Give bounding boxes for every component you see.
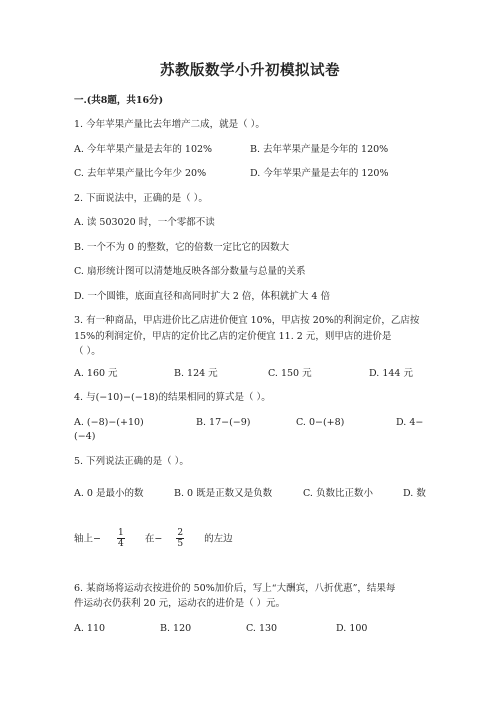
question-4-option-d: D. 4− — [396, 417, 424, 428]
question-1-text: 1. 今年苹果产量比去年增产二成，就是（ ）。 — [74, 119, 265, 130]
question-1-option-b: B. 去年苹果产量是今年的 120% — [250, 144, 389, 155]
question-3-line-3: （ ）。 — [74, 346, 101, 357]
question-2-option-a: A. 读 503020 时，一个零都不读 — [74, 217, 215, 228]
fraction-one-quarter — [117, 528, 125, 550]
question-6-option-a: A. 110 — [74, 623, 106, 634]
page-title: 苏教版数学小升初模拟试卷 — [160, 62, 340, 79]
question-3-line-2: 15%的利润定价，甲店的定价比乙店的定价便宜 11. 2 元，则甲店的进价是 — [74, 331, 392, 342]
question-5-option-a: A. 0 是最小的数 — [74, 488, 144, 499]
question-4-option-a: A. (−8)−(+10) — [74, 417, 144, 428]
question-4-option-c: C. 0−(+8) — [296, 417, 345, 428]
question-1-option-a: A. 今年苹果产量是去年的 102% — [74, 144, 213, 155]
question-4-text: 4. 与(−10)−(−18)的结果相同的算式是（ ）。 — [74, 392, 271, 403]
question-3-line-1: 3. 有一种商品，甲店进价比乙店进价便宜 10%，甲店按 20%的利润定价，乙店按 — [74, 315, 420, 326]
question-1-option-c: C. 去年苹果产量比今年少 20% — [74, 168, 207, 179]
question-1-option-d: D. 今年苹果产量是去年的 120% — [250, 168, 389, 179]
question-4-option-b: B. 17−(−9) — [196, 417, 251, 428]
question-6-line-2: 件运动衣仍获利 20 元，运动衣的进价是（ ）元。 — [74, 598, 286, 609]
fraction-two-fifths — [176, 528, 184, 550]
option-d-prefix: 轴上− — [74, 533, 101, 545]
question-6-option-d: D. 100 — [336, 623, 368, 634]
question-2-option-b: B. 一个不为 0 的整数，它的倍数一定比它的因数大 — [74, 242, 290, 253]
question-5-option-c: C. 负数比正数小 — [303, 488, 373, 499]
question-5-option-b: B. 0 既是正数又是负数 — [174, 488, 273, 499]
fraction-denominator: 4 — [118, 539, 124, 550]
question-2-option-d: D. 一个圆锥，底面直径和高同时扩大 2 倍，体积就扩大 4 倍 — [74, 291, 330, 302]
question-2-option-c: C. 扇形统计图可以清楚地反映各部分数量与总量的关系 — [74, 266, 306, 277]
question-2-text: 2. 下面说法中，正确的是（ ）。 — [74, 193, 208, 204]
question-6-option-b: B. 120 — [160, 623, 192, 634]
question-3-option-a: A. 160 元 — [74, 368, 118, 379]
fraction-numerator: 1 — [118, 528, 124, 538]
option-d-suffix: 的左边 — [204, 533, 233, 545]
question-6-line-1: 6. 某商场将运动衣按进价的 50%加价后，写上“大酬宾，八折优惠”，结果每 — [74, 583, 396, 594]
question-3-option-d: D. 144 元 — [369, 368, 413, 379]
question-5-text: 5. 下列说法正确的是（ ）。 — [74, 456, 189, 467]
question-5-option-d: D. 数 — [403, 488, 426, 499]
question-5-option-d-continued — [74, 528, 233, 550]
question-4-option-d-continued: (−4) — [74, 431, 96, 442]
fraction-denominator: 5 — [177, 539, 184, 550]
section-heading: 一.(共8题，共16分) — [74, 95, 164, 106]
question-3-option-c: C. 150 元 — [268, 368, 312, 379]
question-6-option-c: C. 130 — [246, 623, 278, 634]
option-d-middle: 在− — [144, 533, 163, 545]
question-3-option-b: B. 124 元 — [174, 368, 218, 379]
fraction-numerator: 2 — [177, 528, 184, 538]
